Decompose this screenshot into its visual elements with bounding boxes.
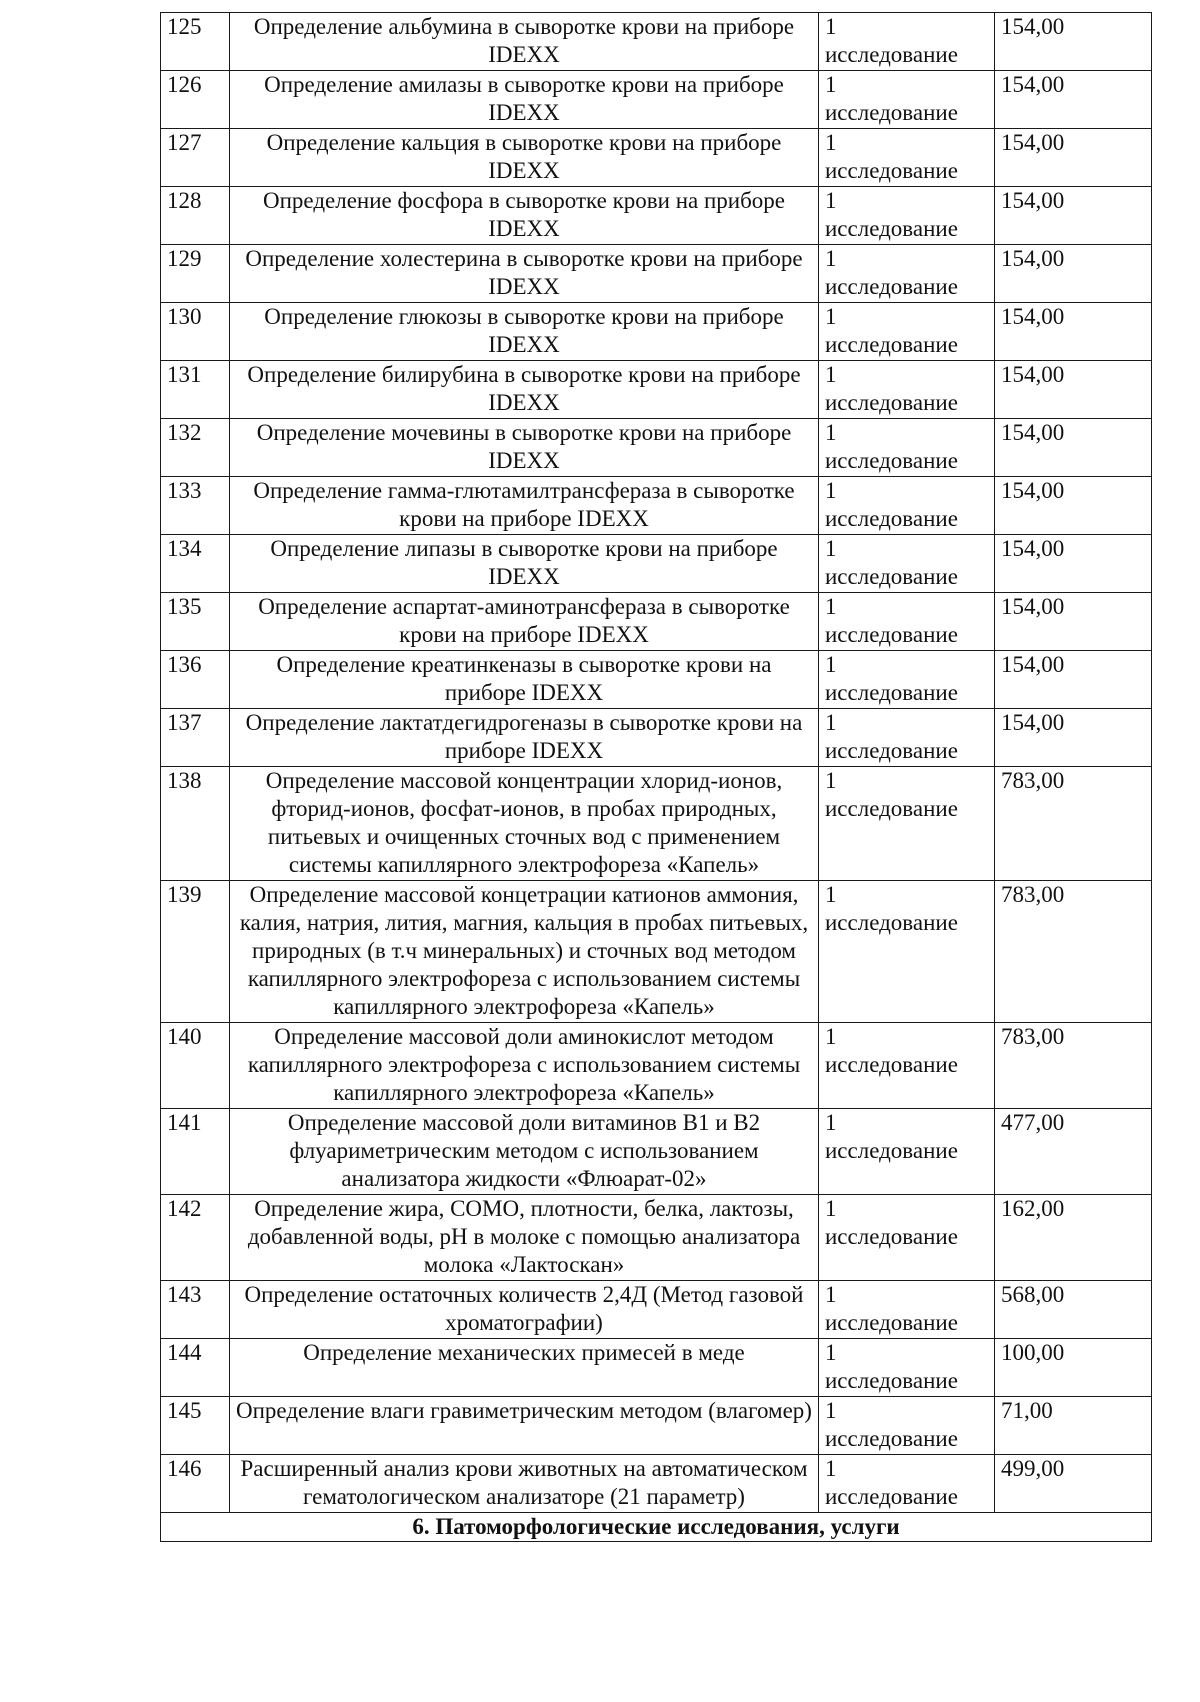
service-name: Определение аспартат-аминотрансфераза в сыворотке крови на приборе IDEXX [230,593,819,651]
unit-cell [819,1397,995,1455]
service-name: Определение холестерина в сыворотке крови на приборе IDEXX [230,245,819,303]
unit-label: исследование [825,332,958,357]
unit-quantity: 1 [825,130,837,155]
row-number: 126 [161,71,230,129]
service-name: Определение липазы в сыворотке крови на приборе IDEXX [230,535,819,593]
service-name: Определение фосфора в сыворотке крови на приборе IDEXX [230,187,819,245]
unit-label: исследование [825,158,958,183]
table-row [161,129,1152,187]
row-number: 127 [161,129,230,187]
row-number: 145 [161,1397,230,1455]
unit-label: исследование [825,216,958,241]
price-cell: 154,00 [995,129,1152,187]
unit-quantity: 1 [825,1282,837,1307]
unit-label: исследование [825,796,958,821]
table-row [161,1397,1152,1455]
unit-cell [819,881,995,1023]
price-cell: 154,00 [995,303,1152,361]
unit-label: исследование [825,1138,958,1163]
service-name: Определение механических примесей в меде [230,1339,819,1397]
unit-cell [819,593,995,651]
unit-label: исследование [825,564,958,589]
unit-quantity: 1 [825,1340,837,1365]
unit-label: исследование [825,1368,958,1393]
unit-quantity: 1 [825,478,837,503]
unit-label: исследование [825,738,958,763]
table-row [161,71,1152,129]
table-row [161,709,1152,767]
unit-label: исследование [825,1052,958,1077]
row-number: 133 [161,477,230,535]
price-cell: 783,00 [995,881,1152,1023]
table-row [161,1339,1152,1397]
unit-cell [819,651,995,709]
row-number: 125 [161,13,230,71]
row-number: 129 [161,245,230,303]
price-cell: 154,00 [995,361,1152,419]
unit-quantity: 1 [825,652,837,677]
service-name: Определение гамма-глютамилтрансфераза в сыворотке крови на приборе IDEXX [230,477,819,535]
unit-quantity: 1 [825,1456,837,1481]
unit-label: исследование [825,100,958,125]
unit-cell [819,245,995,303]
row-number: 132 [161,419,230,477]
unit-quantity: 1 [825,1110,837,1135]
unit-label: исследование [825,622,958,647]
service-name: Определение альбумина в сыворотке крови на приборе IDEXX [230,13,819,71]
price-cell: 100,00 [995,1339,1152,1397]
unit-label: исследование [825,506,958,531]
unit-cell [819,535,995,593]
unit-quantity: 1 [825,768,837,793]
row-number: 128 [161,187,230,245]
unit-cell [819,303,995,361]
price-cell: 154,00 [995,593,1152,651]
unit-cell [819,1339,995,1397]
table-row [161,1281,1152,1339]
table-row [161,651,1152,709]
unit-cell [819,1109,995,1195]
price-table [160,12,1152,1542]
unit-label: исследование [825,390,958,415]
service-name: Определение амилазы в сыворотке крови на приборе IDEXX [230,71,819,129]
section-heading: 6. Патоморфологические исследования, услуги [161,1513,1152,1542]
service-name: Определение кальция в сыворотке крови на приборе IDEXX [230,129,819,187]
price-cell: 154,00 [995,651,1152,709]
row-number: 136 [161,651,230,709]
service-name: Определение остаточных количеств 2,4Д (Метод газовой хроматографии) [230,1281,819,1339]
service-name: Определение массовой доли витаминов В1 и В2 флуариметрическим методом с использованием анализатора жидкости «Флюарат-02» [230,1109,819,1195]
unit-quantity: 1 [825,882,837,907]
table-row [161,1455,1152,1513]
unit-quantity: 1 [825,1024,837,1049]
section-row [161,1513,1152,1542]
row-number: 130 [161,303,230,361]
unit-label: исследование [825,910,958,935]
price-cell: 162,00 [995,1195,1152,1281]
service-name: Определение лактатдегидрогеназы в сыворотке крови на приборе IDEXX [230,709,819,767]
table-row [161,303,1152,361]
unit-quantity: 1 [825,536,837,561]
unit-cell [819,477,995,535]
row-number: 138 [161,767,230,881]
table-row [161,881,1152,1023]
unit-cell [819,129,995,187]
service-name: Расширенный анализ крови животных на автоматическом гематологическом анализаторе (21 параметр) [230,1455,819,1513]
unit-cell [819,13,995,71]
service-name: Определение креатинкеназы в сыворотке крови на приборе IDEXX [230,651,819,709]
service-name: Определение мочевины в сыворотке крови на приборе IDEXX [230,419,819,477]
unit-cell [819,361,995,419]
price-cell: 154,00 [995,245,1152,303]
unit-label: исследование [825,1484,958,1509]
unit-cell [819,1455,995,1513]
row-number: 134 [161,535,230,593]
price-cell: 568,00 [995,1281,1152,1339]
service-name: Определение массовой доли аминокислот методом капиллярного электрофореза с использованием системы капиллярного электрофореза «Капель» [230,1023,819,1109]
price-cell: 154,00 [995,419,1152,477]
unit-quantity: 1 [825,14,837,39]
unit-cell [819,1195,995,1281]
unit-quantity: 1 [825,304,837,329]
price-cell: 783,00 [995,767,1152,881]
unit-quantity: 1 [825,710,837,735]
service-name: Определение билирубина в сыворотке крови на приборе IDEXX [230,361,819,419]
unit-quantity: 1 [825,594,837,619]
table-row [161,187,1152,245]
table-row [161,13,1152,71]
price-cell: 154,00 [995,13,1152,71]
unit-quantity: 1 [825,420,837,445]
row-number: 140 [161,1023,230,1109]
price-cell: 154,00 [995,535,1152,593]
price-cell: 499,00 [995,1455,1152,1513]
service-name: Определение глюкозы в сыворотке крови на приборе IDEXX [230,303,819,361]
unit-quantity: 1 [825,1398,837,1423]
table-row [161,361,1152,419]
service-name: Определение жира, СОМО, плотности, белка, лактозы, добавленной воды, рН в молоке с помощью анализатора молока «Лактоскан» [230,1195,819,1281]
unit-cell [819,709,995,767]
unit-quantity: 1 [825,362,837,387]
service-name: Определение массовой концентрации хлорид-ионов, фторид-ионов, фосфат-ионов, в пробах природных, питьевых и очищенных сточных вод с применением системы капиллярного электрофореза «Капель» [230,767,819,881]
price-cell: 154,00 [995,187,1152,245]
unit-cell [819,767,995,881]
unit-quantity: 1 [825,188,837,213]
price-cell: 154,00 [995,709,1152,767]
service-name: Определение массовой концетрации катионов аммония, калия, натрия, лития, магния, кальция в пробах питьевых, природных (в т.ч минеральных) и сточных вод методом капиллярного электрофореза с использованием системы капиллярного электрофореза «Капель» [230,881,819,1023]
unit-quantity: 1 [825,246,837,271]
row-number: 141 [161,1109,230,1195]
unit-cell [819,419,995,477]
price-cell: 71,00 [995,1397,1152,1455]
unit-label: исследование [825,1224,958,1249]
unit-cell [819,1023,995,1109]
row-number: 135 [161,593,230,651]
unit-label: исследование [825,1426,958,1451]
table-row [161,1109,1152,1195]
unit-label: исследование [825,680,958,705]
unit-label: исследование [825,274,958,299]
table-row [161,1023,1152,1109]
unit-cell [819,1281,995,1339]
unit-cell [819,71,995,129]
unit-label: исследование [825,42,958,67]
table-body [161,13,1152,1542]
table-row [161,419,1152,477]
table-row [161,245,1152,303]
unit-label: исследование [825,1310,958,1335]
row-number: 146 [161,1455,230,1513]
table-row [161,477,1152,535]
row-number: 143 [161,1281,230,1339]
row-number: 139 [161,881,230,1023]
table-row [161,535,1152,593]
unit-quantity: 1 [825,72,837,97]
service-name: Определение влаги гравиметрическим методом (влагомер) [230,1397,819,1455]
price-cell: 154,00 [995,477,1152,535]
row-number: 137 [161,709,230,767]
unit-quantity: 1 [825,1196,837,1221]
unit-cell [819,187,995,245]
table-row [161,593,1152,651]
price-cell: 154,00 [995,71,1152,129]
row-number: 142 [161,1195,230,1281]
row-number: 131 [161,361,230,419]
price-cell: 477,00 [995,1109,1152,1195]
unit-label: исследование [825,448,958,473]
table-row [161,1195,1152,1281]
table-row [161,767,1152,881]
row-number: 144 [161,1339,230,1397]
price-cell: 783,00 [995,1023,1152,1109]
